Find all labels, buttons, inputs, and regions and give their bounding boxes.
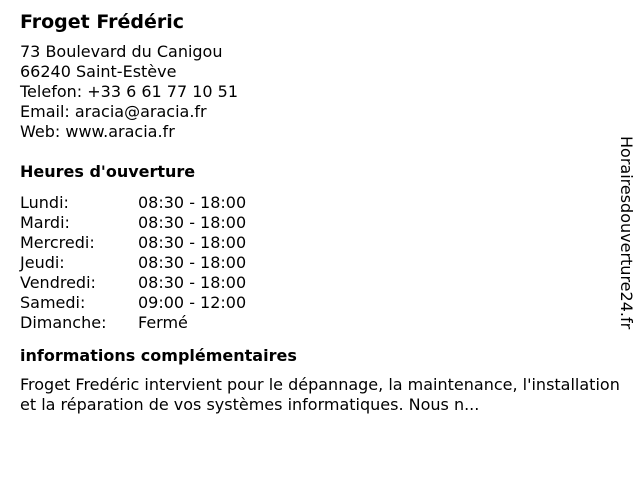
hours-day: Mercredi:: [20, 233, 95, 252]
hours-row-monday: [20, 193, 620, 213]
hours-time: 09:00 - 12:00: [138, 293, 247, 312]
hours-day: Dimanche:: [20, 313, 107, 332]
address-line1: 73 Boulevard du Canigou: [20, 42, 223, 61]
opening-hours-heading: Heures d'ouverture: [20, 162, 196, 181]
hours-day: Mardi:: [20, 213, 70, 232]
hours-time: 08:30 - 18:00: [138, 193, 247, 212]
hours-row-thursday: [20, 253, 620, 273]
hours-day: Jeudi:: [20, 253, 65, 272]
web-line[interactable]: Web: www.aracia.fr: [20, 122, 175, 141]
hours-time: 08:30 - 18:00: [138, 253, 247, 272]
hours-time: 08:30 - 18:00: [138, 233, 247, 252]
hours-day: Samedi:: [20, 293, 86, 312]
address-line2: 66240 Saint-Estève: [20, 62, 177, 81]
hours-day: Vendredi:: [20, 273, 96, 292]
hours-row-friday: [20, 273, 620, 293]
hours-day: Lundi:: [20, 193, 69, 212]
site-watermark: Horairesdouverture24.fr: [617, 136, 636, 330]
hours-row-tuesday: [20, 213, 620, 233]
business-name: Froget Frédéric: [20, 11, 185, 33]
additional-info-heading: informations complémentaires: [20, 346, 297, 365]
hours-time: 08:30 - 18:00: [138, 213, 247, 232]
additional-info-text: Froget Fredéric intervient pour le dépannage, la maintenance, l'installation et la réparation de vos systèmes informatiques. Nous n...: [20, 375, 620, 414]
email-line[interactable]: Email: aracia@aracia.fr: [20, 102, 207, 121]
hours-time: 08:30 - 18:00: [138, 273, 247, 292]
hours-time: Fermé: [138, 313, 188, 332]
hours-row-saturday: [20, 293, 620, 313]
hours-row-sunday: [20, 313, 620, 333]
hours-row-wednesday: [20, 233, 620, 253]
phone-line[interactable]: Telefon: +33 6 61 77 10 51: [20, 82, 239, 101]
opening-hours-table: [20, 193, 620, 333]
business-card: [20, 10, 620, 415]
